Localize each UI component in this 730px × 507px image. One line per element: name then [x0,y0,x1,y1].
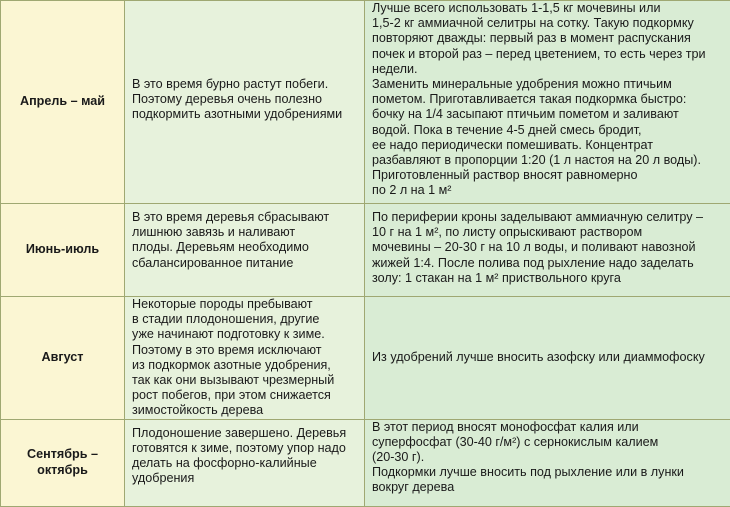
description-line: в стадии плодоношения, другие [132,312,354,327]
description-line: из подкормок азотные удобрения, [132,358,354,373]
advice-line: жижей 1:4. После полива под рыхление надо заделать [372,256,724,271]
advice-line: Приготовленный раствор вносят равномерно [372,168,724,183]
advice-cell [365,297,730,420]
advice-line: пометом. Приготавливается такая подкормка быстро: [372,92,724,107]
advice-line: бочку на 1/4 засыпают птичьим пометом и заливают [372,107,724,122]
description-line: лишнюю завязь и наливают [132,225,354,240]
description-cell [125,204,365,297]
description-cell [125,297,365,420]
advice-line: В этот период вносят монофосфат калия или [372,420,724,435]
advice-cell [365,204,730,297]
advice-line: (20-30 г). [372,450,724,465]
advice-line: по 2 л на 1 м² [372,183,724,198]
advice-cell [365,419,730,506]
description-line: так как они вызывают чрезмерный [132,373,354,388]
period-cell [1,204,125,297]
description-line: рост побегов, при этом снижается [132,388,354,403]
table-row [1,204,730,297]
period-label: Сентябрь – октябрь [1,447,124,477]
description-line: сбалансированное питание [132,256,354,271]
advice-line: золу: 1 стакан на 1 м² приствольного круга [372,271,724,286]
description-line: Поэтому деревья очень полезно [132,92,354,107]
period-label: Август [1,350,124,365]
table-row [1,297,730,420]
description-line: удобрения [132,471,354,486]
description-line: делать на фосфорно-калийные [132,456,354,471]
period-cell [1,419,125,506]
table-row [1,1,730,204]
period-cell [1,1,125,204]
description-line: подкормить азотными удобрениями [132,107,354,122]
advice-line: суперфосфат (30-40 г/м²) с сернокислым калием [372,435,724,450]
advice-line: мочевины – 20-30 г на 10 л воды, и поливают навозной [372,240,724,255]
description-line: уже начинают подготовку к зиме. [132,327,354,342]
description-line: Плодоношение завершено. Деревья [132,426,354,441]
advice-line: Из удобрений лучше вносить азофску или диаммофоску [372,350,724,365]
advice-line: Лучше всего использовать 1-1,5 кг мочевины или [372,1,724,16]
advice-line: повторяют дважды: первый раз в момент распускания [372,31,724,46]
description-cell [125,419,365,506]
advice-line: По периферии кроны заделывают аммиачную селитру – [372,210,724,225]
advice-line: Подкормки лучше вносить под рыхление или в лунки [372,465,724,480]
description-line: плоды. Деревьям необходимо [132,240,354,255]
advice-line: 1,5-2 кг аммиачной селитры на сотку. Такую подкормку [372,16,724,31]
advice-cell [365,1,730,204]
table-row [1,419,730,506]
period-label: Апрель – май [1,94,124,109]
period-label: Июнь-июль [1,242,124,257]
advice-line: ее надо периодически помешивать. Концентрат [372,138,724,153]
description-line: Поэтому в это время исключают [132,343,354,358]
advice-line: Заменить минеральные удобрения можно птичьим [372,77,724,92]
description-line: В это время деревья сбрасывают [132,210,354,225]
advice-line: недели. [372,62,724,77]
advice-line: 10 г на 1 м², по листу опрыскивают раствором [372,225,724,240]
description-line: готовятся к зиме, поэтому упор надо [132,441,354,456]
description-line: В это время бурно растут побеги. [132,77,354,92]
advice-line: вокруг дерева [372,480,724,495]
description-line: Некоторые породы пребывают [132,297,354,312]
description-cell [125,1,365,204]
advice-line: водой. Пока в течение 4-5 дней смесь бродит, [372,123,724,138]
advice-line: разбавляют в пропорции 1:20 (1 л настоя на 20 л воды). [372,153,724,168]
description-line: зимостойкость дерева [132,403,354,418]
advice-line: почек и второй раз – перед цветением, то есть через три [372,47,724,62]
period-cell [1,297,125,420]
